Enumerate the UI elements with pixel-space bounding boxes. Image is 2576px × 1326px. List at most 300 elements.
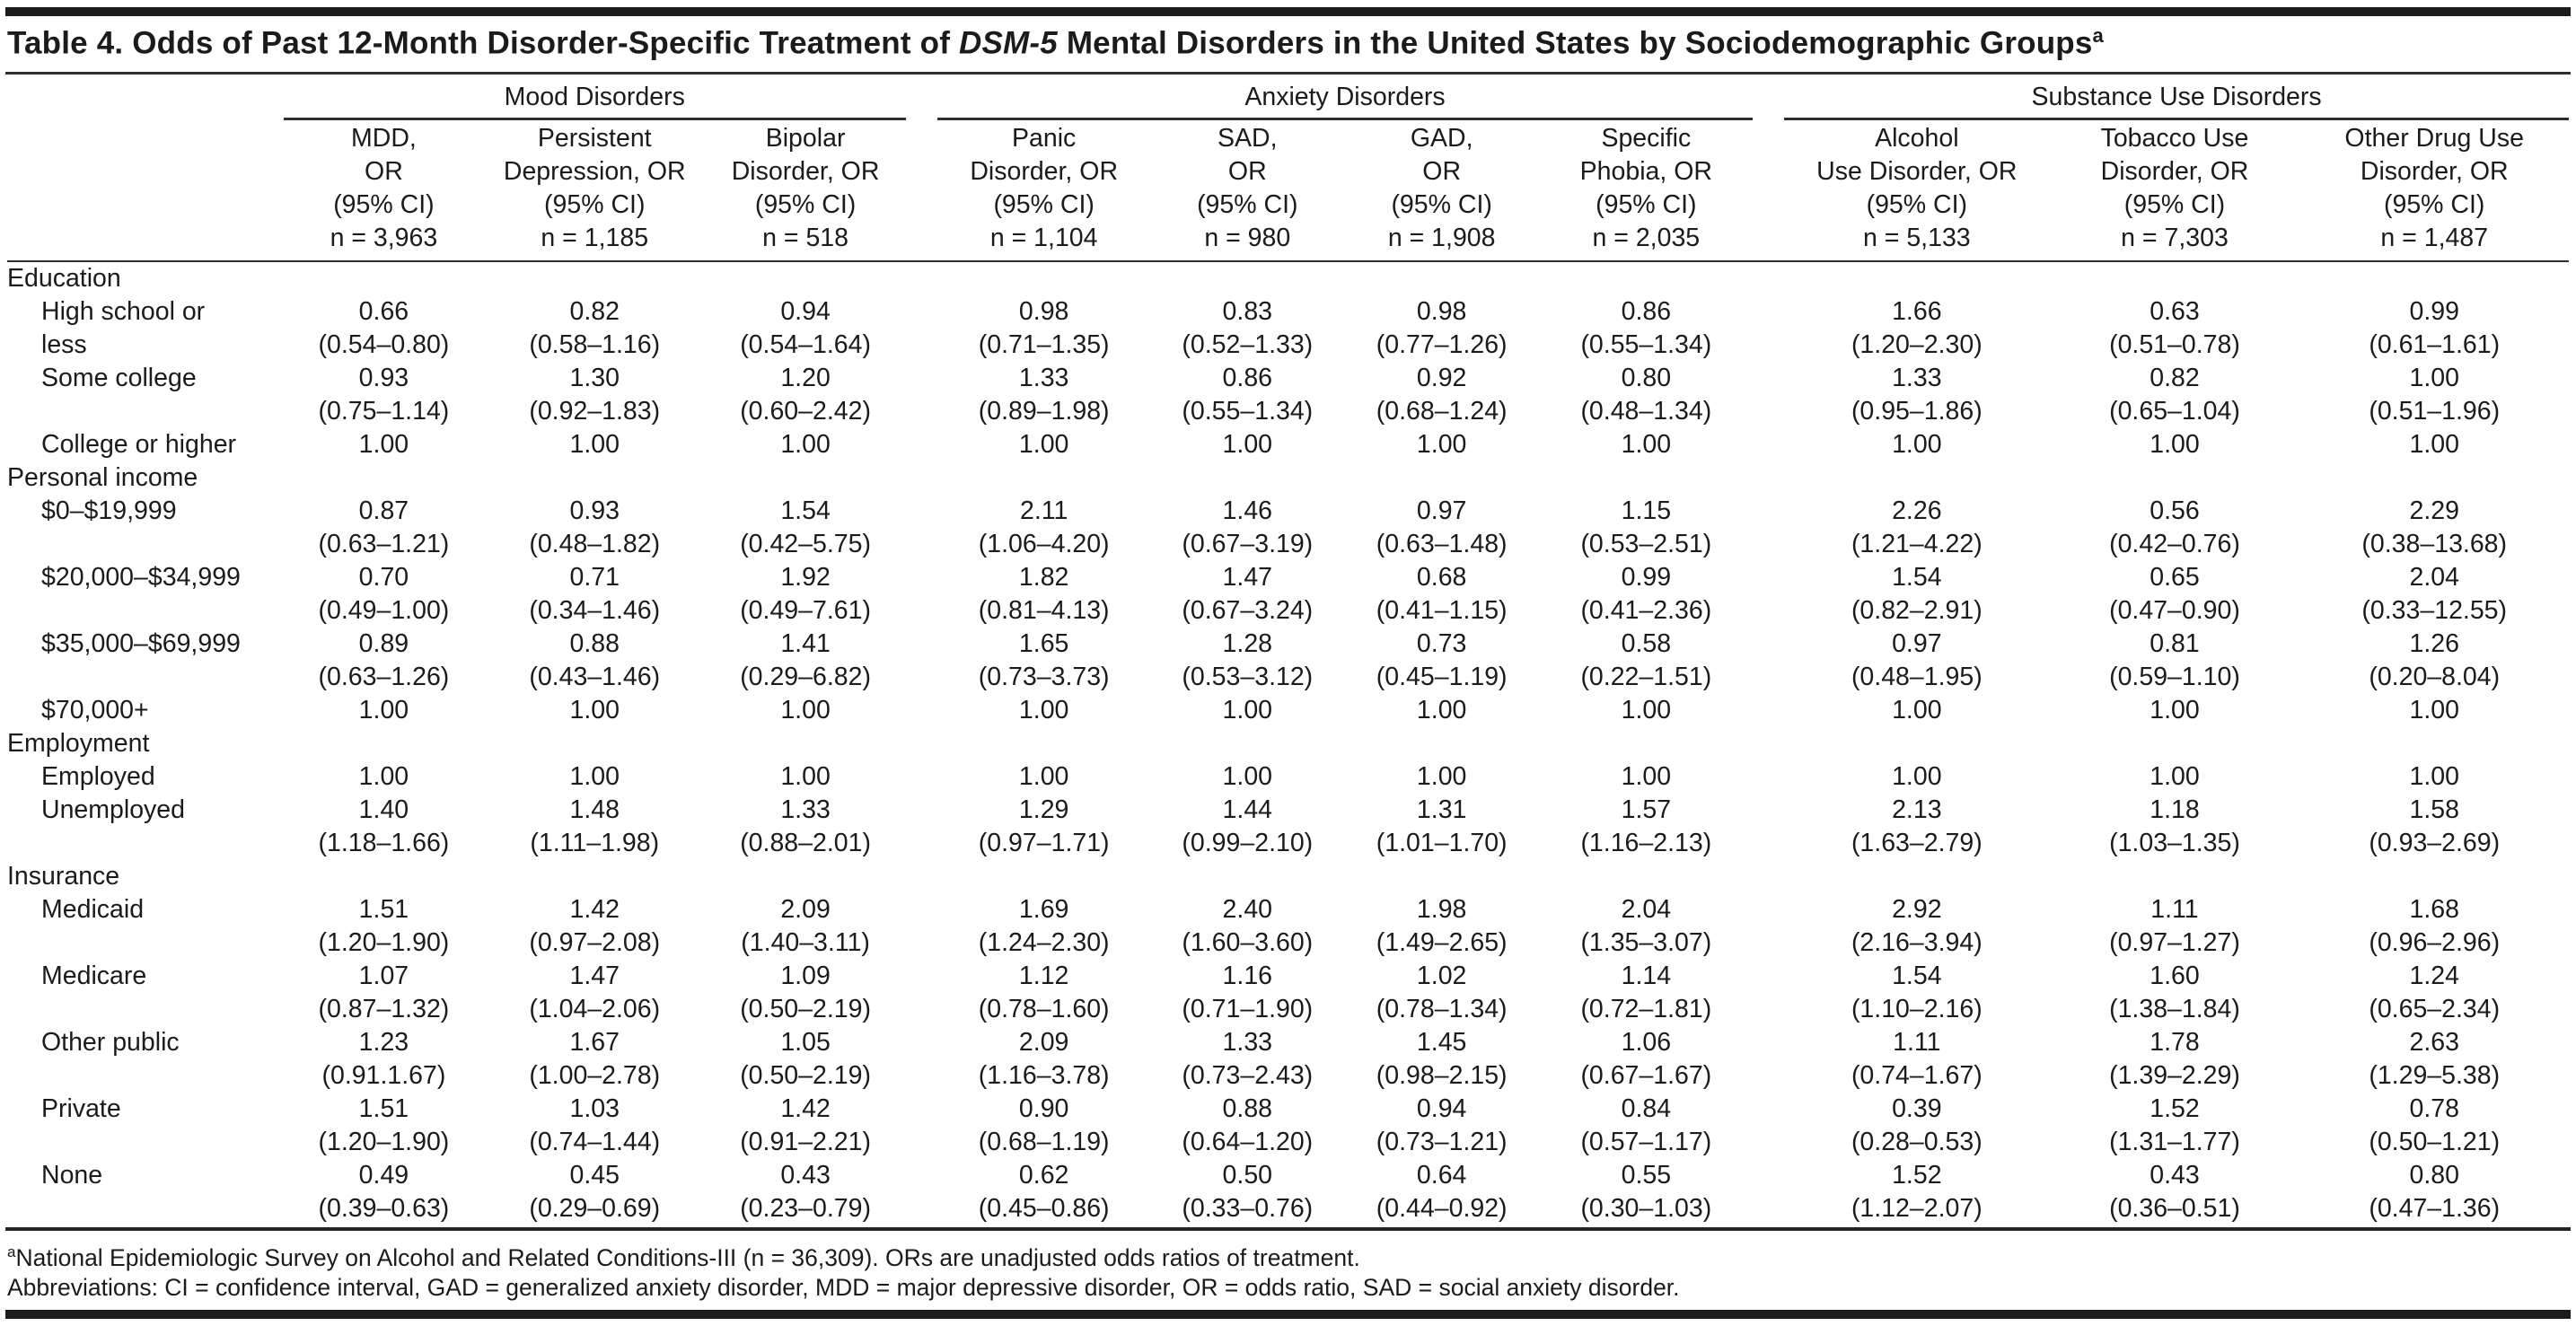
column-spacer bbox=[1753, 661, 1784, 694]
or-value: 1.51 bbox=[358, 894, 409, 924]
ci-value: (0.97–2.08) bbox=[529, 927, 661, 957]
ci-value: (0.57–1.17) bbox=[1580, 1127, 1712, 1156]
table-row bbox=[7, 594, 2569, 628]
ci-value: (0.55–1.34) bbox=[1182, 396, 1314, 426]
or-value: 1.48 bbox=[569, 795, 620, 824]
or-value: 1.00 bbox=[1416, 429, 1467, 459]
group-header-mood: Mood Disorders bbox=[284, 78, 906, 119]
group-spacer bbox=[1753, 78, 1784, 119]
column-spacer bbox=[906, 119, 937, 261]
row-label: Employed bbox=[41, 761, 155, 791]
column-spacer bbox=[906, 495, 937, 528]
row-label bbox=[7, 827, 284, 860]
ci-value: (1.38–1.84) bbox=[2109, 994, 2240, 1023]
column-spacer bbox=[906, 794, 937, 827]
ci-value: (0.43–1.46) bbox=[529, 662, 661, 691]
or-value: 1.51 bbox=[358, 1093, 409, 1123]
ci-value: (0.60–2.42) bbox=[740, 396, 871, 426]
column-spacer bbox=[1753, 362, 1784, 395]
table-row bbox=[7, 295, 2569, 329]
ci-value: (0.54–1.64) bbox=[740, 329, 871, 359]
table-body bbox=[7, 261, 2569, 1225]
column-spacer bbox=[906, 926, 937, 960]
column-spacer bbox=[1753, 1026, 1784, 1059]
or-value: 0.63 bbox=[2150, 296, 2200, 326]
section-row bbox=[7, 261, 2569, 295]
table-row bbox=[7, 1159, 2569, 1192]
ci-value: (0.22–1.51) bbox=[1580, 662, 1712, 691]
row-label: less bbox=[41, 329, 87, 359]
or-value: 1.09 bbox=[780, 961, 831, 990]
ci-value: (2.16–3.94) bbox=[1851, 927, 1983, 957]
or-value: 0.89 bbox=[358, 628, 409, 658]
ci-value: (0.36–0.51) bbox=[2109, 1193, 2240, 1223]
label-column-header bbox=[7, 119, 284, 261]
or-value: 1.06 bbox=[1621, 1027, 1672, 1057]
column-spacer bbox=[906, 760, 937, 794]
ci-value: (0.23–0.79) bbox=[740, 1193, 871, 1223]
table-row bbox=[7, 1192, 2569, 1225]
or-value: 0.43 bbox=[2150, 1160, 2200, 1190]
column-spacer bbox=[906, 1026, 937, 1059]
or-value: 1.82 bbox=[1018, 562, 1069, 592]
or-value: 1.54 bbox=[1892, 961, 1942, 990]
ci-value: (0.30–1.03) bbox=[1580, 1193, 1712, 1223]
table-row bbox=[7, 428, 2569, 461]
ci-value: (1.63–2.79) bbox=[1851, 828, 1983, 857]
section-row bbox=[7, 860, 2569, 893]
or-value: 1.29 bbox=[1018, 795, 1069, 824]
table-title-prefix: Table 4. Odds of Past 12-Month Disorder-Specific Treatment of bbox=[7, 25, 959, 61]
or-value: 2.13 bbox=[1892, 795, 1942, 824]
or-value: 0.93 bbox=[358, 363, 409, 392]
ci-value: (0.34–1.46) bbox=[529, 595, 661, 625]
ci-value: (1.16–2.13) bbox=[1580, 828, 1712, 857]
ci-value: (0.42–0.76) bbox=[2109, 529, 2240, 558]
ci-value: (0.20–8.04) bbox=[2369, 662, 2501, 691]
column-spacer bbox=[1753, 960, 1784, 993]
table-row bbox=[7, 760, 2569, 794]
ci-value: (1.03–1.35) bbox=[2109, 828, 2240, 857]
or-value: 2.92 bbox=[1892, 894, 1942, 924]
column-header: Persistent Depression, OR (95% CI) n = 1,185 bbox=[484, 119, 705, 261]
ci-value: (0.58–1.16) bbox=[529, 329, 661, 359]
column-header: SAD, OR (95% CI) n = 980 bbox=[1151, 119, 1344, 261]
or-value: 2.29 bbox=[2409, 496, 2459, 525]
or-value: 0.83 bbox=[1222, 296, 1273, 326]
or-value: 1.78 bbox=[2150, 1027, 2200, 1057]
column-spacer bbox=[906, 295, 937, 329]
ci-value: (0.28–0.53) bbox=[1851, 1127, 1983, 1156]
column-spacer bbox=[906, 993, 937, 1026]
or-value: 0.55 bbox=[1621, 1160, 1672, 1190]
or-value: 1.14 bbox=[1621, 961, 1672, 990]
section-row bbox=[7, 727, 2569, 760]
or-value: 0.93 bbox=[569, 496, 620, 525]
column-header-row bbox=[7, 119, 2569, 261]
column-spacer bbox=[906, 1159, 937, 1192]
or-value: 1.44 bbox=[1222, 795, 1273, 824]
ci-value: (0.38–13.68) bbox=[2361, 529, 2508, 558]
ci-value: (0.81–4.13) bbox=[978, 595, 1110, 625]
ci-value: (0.67–3.24) bbox=[1182, 595, 1314, 625]
or-value: 0.82 bbox=[2150, 363, 2200, 392]
or-value: 0.88 bbox=[1222, 1093, 1273, 1123]
or-value: 0.62 bbox=[1018, 1160, 1069, 1190]
or-value: 0.94 bbox=[780, 296, 831, 326]
or-value: 1.00 bbox=[2150, 695, 2200, 724]
ci-value: (0.53–2.51) bbox=[1580, 529, 1712, 558]
table-title-italic: DSM-5 bbox=[959, 25, 1058, 61]
title-rule bbox=[5, 72, 2571, 75]
ci-value: (0.39–0.63) bbox=[318, 1193, 450, 1223]
or-value: 1.00 bbox=[1416, 761, 1467, 791]
column-spacer bbox=[906, 1192, 937, 1225]
or-value: 1.00 bbox=[780, 761, 831, 791]
ci-value: (1.21–4.22) bbox=[1851, 529, 1983, 558]
label-column-header bbox=[7, 78, 284, 119]
row-label: High school or bbox=[41, 296, 206, 326]
table-row bbox=[7, 528, 2569, 561]
ci-value: (1.01–1.70) bbox=[1376, 828, 1508, 857]
or-value: 1.07 bbox=[358, 961, 409, 990]
or-value: 0.49 bbox=[358, 1160, 409, 1190]
row-label: $0–$19,999 bbox=[41, 496, 177, 525]
or-value: 1.33 bbox=[1892, 363, 1942, 392]
column-spacer bbox=[1753, 329, 1784, 362]
or-value: 0.71 bbox=[569, 562, 620, 592]
footnote-abbreviations: Abbreviations: CI = confidence interval, GAD = generalized anxiety disorder, MDD = major depressive disorder, OR = odds ratio, SAD = social anxiety disorder. bbox=[7, 1274, 1680, 1302]
ci-value: (0.48–1.34) bbox=[1580, 396, 1712, 426]
or-value: 1.28 bbox=[1222, 628, 1273, 658]
or-value: 1.24 bbox=[2409, 961, 2459, 990]
or-value: 1.46 bbox=[1222, 496, 1273, 525]
or-value: 1.00 bbox=[569, 429, 620, 459]
column-header: GAD, OR (95% CI) n = 1,908 bbox=[1344, 119, 1539, 261]
ci-value: (0.82–2.91) bbox=[1851, 595, 1983, 625]
table-row bbox=[7, 794, 2569, 827]
ci-value: (0.68–1.24) bbox=[1376, 396, 1508, 426]
ci-value: (1.18–1.66) bbox=[318, 828, 450, 857]
or-value: 2.26 bbox=[1892, 496, 1942, 525]
or-value: 1.42 bbox=[569, 894, 620, 924]
or-value: 0.73 bbox=[1416, 628, 1467, 658]
or-value: 0.64 bbox=[1416, 1160, 1467, 1190]
or-value: 1.92 bbox=[780, 562, 831, 592]
or-value: 1.47 bbox=[1222, 562, 1273, 592]
column-spacer bbox=[906, 628, 937, 661]
or-value: 0.65 bbox=[2150, 562, 2200, 592]
ci-value: (0.48–1.95) bbox=[1851, 662, 1983, 691]
or-value: 1.12 bbox=[1018, 961, 1069, 990]
ci-value: (0.95–1.86) bbox=[1851, 396, 1983, 426]
ci-value: (1.24–2.30) bbox=[978, 927, 1110, 957]
column-spacer bbox=[1753, 1093, 1784, 1126]
or-value: 1.00 bbox=[1892, 429, 1942, 459]
column-spacer bbox=[906, 1093, 937, 1126]
column-spacer bbox=[1753, 119, 1784, 261]
or-value: 1.23 bbox=[358, 1027, 409, 1057]
or-value: 1.68 bbox=[2409, 894, 2459, 924]
ci-value: (0.73–1.21) bbox=[1376, 1127, 1508, 1156]
ci-value: (1.35–3.07) bbox=[1580, 927, 1712, 957]
ci-value: (1.12–2.07) bbox=[1851, 1193, 1983, 1223]
row-label bbox=[7, 993, 284, 1026]
column-spacer bbox=[1753, 794, 1784, 827]
or-value: 1.58 bbox=[2409, 795, 2459, 824]
ci-value: (0.61–1.61) bbox=[2369, 329, 2501, 359]
or-value: 1.00 bbox=[1018, 429, 1069, 459]
or-value: 1.30 bbox=[569, 363, 620, 392]
column-spacer bbox=[906, 1126, 937, 1159]
or-value: 1.02 bbox=[1416, 961, 1467, 990]
footnote-source bbox=[7, 1237, 2569, 1273]
row-label: Other public bbox=[41, 1027, 180, 1057]
column-spacer bbox=[906, 561, 937, 594]
ci-value: (1.10–2.16) bbox=[1851, 994, 1983, 1023]
table-row bbox=[7, 827, 2569, 860]
or-value: 2.11 bbox=[1019, 496, 1068, 525]
row-label bbox=[7, 1059, 284, 1093]
ci-value: (0.74–1.67) bbox=[1851, 1060, 1983, 1090]
footnote-marker: a bbox=[7, 1243, 16, 1260]
row-label: None bbox=[41, 1160, 103, 1190]
ci-value: (0.41–2.36) bbox=[1580, 595, 1712, 625]
ci-value: (0.71–1.90) bbox=[1182, 994, 1314, 1023]
ci-value: (0.99–2.10) bbox=[1182, 828, 1314, 857]
or-value: 1.00 bbox=[780, 695, 831, 724]
ci-value: (1.04–2.06) bbox=[529, 994, 661, 1023]
column-spacer bbox=[906, 1059, 937, 1093]
ci-value: (0.54–0.80) bbox=[318, 329, 450, 359]
or-value: 0.39 bbox=[1892, 1093, 1942, 1123]
or-value: 1.47 bbox=[569, 961, 620, 990]
table-row bbox=[7, 926, 2569, 960]
or-value: 0.90 bbox=[1018, 1093, 1069, 1123]
column-spacer bbox=[1753, 993, 1784, 1026]
ci-value: (0.29–0.69) bbox=[529, 1193, 661, 1223]
or-value: 1.00 bbox=[569, 695, 620, 724]
or-value: 0.99 bbox=[1621, 562, 1672, 592]
column-spacer bbox=[906, 827, 937, 860]
ci-value: (0.47–0.90) bbox=[2109, 595, 2240, 625]
table-row bbox=[7, 628, 2569, 661]
bottom-rule-bar bbox=[5, 1310, 2571, 1319]
or-value: 1.42 bbox=[780, 1093, 831, 1123]
or-value: 1.26 bbox=[2409, 628, 2459, 658]
table-row bbox=[7, 329, 2569, 362]
section-label: Insurance bbox=[7, 861, 120, 891]
ci-value: (0.88–2.01) bbox=[740, 828, 871, 857]
row-label: Medicaid bbox=[41, 894, 145, 924]
or-value: 1.00 bbox=[1222, 429, 1273, 459]
or-value: 1.33 bbox=[1018, 363, 1069, 392]
column-spacer bbox=[906, 893, 937, 926]
ci-value: (0.33–12.55) bbox=[2361, 595, 2508, 625]
ci-value: (0.72–1.81) bbox=[1580, 994, 1712, 1023]
or-value: 1.33 bbox=[780, 795, 831, 824]
ci-value: (0.65–1.04) bbox=[2109, 396, 2240, 426]
or-value: 1.00 bbox=[358, 761, 409, 791]
or-value: 0.43 bbox=[780, 1160, 831, 1190]
ci-value: (0.48–1.82) bbox=[529, 529, 661, 558]
section-label: Education bbox=[7, 263, 121, 293]
column-spacer bbox=[906, 428, 937, 461]
table-row bbox=[7, 993, 2569, 1026]
or-value: 0.66 bbox=[358, 296, 409, 326]
column-header: Bipolar Disorder, OR (95% CI) n = 518 bbox=[705, 119, 906, 261]
column-spacer bbox=[1753, 694, 1784, 727]
row-label: Medicare bbox=[41, 961, 147, 990]
ci-value: (0.78–1.60) bbox=[978, 994, 1110, 1023]
ci-value: (0.67–1.67) bbox=[1580, 1060, 1712, 1090]
column-spacer bbox=[1753, 827, 1784, 860]
table-row bbox=[7, 1093, 2569, 1126]
group-header-row bbox=[7, 78, 2569, 119]
or-value: 1.60 bbox=[2150, 961, 2200, 990]
group-header-substance: Substance Use Disorders bbox=[1784, 78, 2569, 119]
or-value: 1.16 bbox=[1222, 961, 1273, 990]
column-spacer bbox=[1753, 561, 1784, 594]
ci-value: (1.39–2.29) bbox=[2109, 1060, 2240, 1090]
or-value: 1.52 bbox=[2150, 1093, 2200, 1123]
ci-value: (0.45–0.86) bbox=[978, 1193, 1110, 1223]
column-spacer bbox=[906, 395, 937, 428]
ci-value: (0.91.1.67) bbox=[321, 1060, 446, 1090]
column-spacer bbox=[1753, 528, 1784, 561]
footnotes bbox=[0, 1231, 2576, 1311]
ci-value: (0.51–1.96) bbox=[2369, 396, 2501, 426]
table-title-footnote-marker: a bbox=[2092, 24, 2104, 47]
section-row bbox=[7, 461, 2569, 495]
ci-value: (0.96–2.96) bbox=[2369, 927, 2501, 957]
ci-value: (0.73–3.73) bbox=[978, 662, 1110, 691]
ci-value: (0.98–2.15) bbox=[1376, 1060, 1508, 1090]
row-label bbox=[7, 395, 284, 428]
group-spacer bbox=[906, 78, 937, 119]
ci-value: (0.63–1.26) bbox=[318, 662, 450, 691]
or-value: 0.97 bbox=[1892, 628, 1942, 658]
ci-value: (1.16–3.78) bbox=[978, 1060, 1110, 1090]
ci-value: (0.92–1.83) bbox=[529, 396, 661, 426]
table-row bbox=[7, 893, 2569, 926]
ci-value: (1.20–2.30) bbox=[1851, 329, 1983, 359]
ci-value: (0.50–2.19) bbox=[740, 1060, 871, 1090]
row-label bbox=[7, 528, 284, 561]
or-value: 0.94 bbox=[1416, 1093, 1467, 1123]
row-label bbox=[7, 1126, 284, 1159]
column-spacer bbox=[1753, 395, 1784, 428]
or-value: 1.11 bbox=[2150, 894, 2199, 924]
ci-value: (0.91–2.21) bbox=[740, 1127, 871, 1156]
or-value: 1.57 bbox=[1621, 795, 1672, 824]
ci-value: (0.50–2.19) bbox=[740, 994, 871, 1023]
or-value: 1.00 bbox=[1892, 695, 1942, 724]
ci-value: (0.75–1.14) bbox=[318, 396, 450, 426]
column-spacer bbox=[1753, 926, 1784, 960]
ci-value: (0.59–1.10) bbox=[2109, 662, 2240, 691]
ci-value: (0.87–1.32) bbox=[318, 994, 450, 1023]
or-value: 0.84 bbox=[1621, 1093, 1672, 1123]
table-title-suffix: Mental Disorders in the United States by Sociodemographic Groups bbox=[1057, 25, 2093, 61]
or-value: 0.56 bbox=[2150, 496, 2200, 525]
ci-value: (0.93–2.69) bbox=[2369, 828, 2501, 857]
column-spacer bbox=[906, 528, 937, 561]
row-label: College or higher bbox=[41, 429, 237, 459]
column-spacer bbox=[1753, 1126, 1784, 1159]
row-label bbox=[7, 1192, 284, 1225]
ci-value: (0.68–1.19) bbox=[978, 1127, 1110, 1156]
column-spacer bbox=[1753, 760, 1784, 794]
ci-value: (1.31–1.77) bbox=[2109, 1127, 2240, 1156]
or-value: 1.33 bbox=[1222, 1027, 1273, 1057]
ci-value: (0.49–7.61) bbox=[740, 595, 871, 625]
ci-value: (1.06–4.20) bbox=[978, 529, 1110, 558]
or-value: 2.63 bbox=[2409, 1027, 2459, 1057]
or-value: 1.69 bbox=[1018, 894, 1069, 924]
ci-value: (0.74–1.44) bbox=[529, 1127, 661, 1156]
ci-value: (0.97–1.71) bbox=[978, 828, 1110, 857]
ci-value: (0.29–6.82) bbox=[740, 662, 871, 691]
column-spacer bbox=[1753, 628, 1784, 661]
column-spacer bbox=[906, 661, 937, 694]
row-label: Unemployed bbox=[41, 795, 186, 824]
ci-value: (1.60–3.60) bbox=[1182, 927, 1314, 957]
ci-value: (0.45–1.19) bbox=[1376, 662, 1508, 691]
or-value: 0.45 bbox=[569, 1160, 620, 1190]
or-value: 1.03 bbox=[569, 1093, 620, 1123]
or-value: 1.00 bbox=[569, 761, 620, 791]
ci-value: (0.71–1.35) bbox=[978, 329, 1110, 359]
ci-value: (0.89–1.98) bbox=[978, 396, 1110, 426]
or-value: 1.11 bbox=[1893, 1027, 1941, 1057]
column-header: Panic Disorder, OR (95% CI) n = 1,104 bbox=[937, 119, 1151, 261]
or-value: 1.00 bbox=[358, 695, 409, 724]
or-value: 1.41 bbox=[780, 628, 831, 658]
row-label: Some college bbox=[41, 363, 197, 392]
row-label: $20,000–$34,999 bbox=[41, 562, 241, 592]
or-value: 0.70 bbox=[358, 562, 409, 592]
or-value: 0.82 bbox=[569, 296, 620, 326]
section-label: Employment bbox=[7, 728, 150, 758]
or-value: 2.04 bbox=[2409, 562, 2459, 592]
or-value: 1.00 bbox=[2150, 761, 2200, 791]
row-label bbox=[7, 594, 284, 628]
or-value: 1.31 bbox=[1416, 795, 1467, 824]
journal-table-page bbox=[0, 7, 2576, 1326]
column-spacer bbox=[1753, 295, 1784, 329]
or-value: 1.00 bbox=[1018, 695, 1069, 724]
ci-value: (0.50–1.21) bbox=[2369, 1127, 2501, 1156]
or-value: 1.05 bbox=[780, 1027, 831, 1057]
or-value: 1.20 bbox=[780, 363, 831, 392]
or-value: 1.65 bbox=[1018, 628, 1069, 658]
or-value: 2.04 bbox=[1621, 894, 1672, 924]
ci-value: (0.42–5.75) bbox=[740, 529, 871, 558]
table-row bbox=[7, 395, 2569, 428]
column-spacer bbox=[906, 594, 937, 628]
row-label: Private bbox=[41, 1093, 121, 1123]
or-value: 2.09 bbox=[1018, 1027, 1069, 1057]
or-value: 1.00 bbox=[1621, 695, 1672, 724]
odds-ratio-table bbox=[7, 78, 2569, 1225]
table-row bbox=[7, 561, 2569, 594]
top-rule-bar bbox=[5, 7, 2571, 16]
column-spacer bbox=[1753, 893, 1784, 926]
table-title bbox=[0, 16, 2576, 72]
or-value: 1.00 bbox=[2409, 695, 2459, 724]
column-spacer bbox=[1753, 594, 1784, 628]
